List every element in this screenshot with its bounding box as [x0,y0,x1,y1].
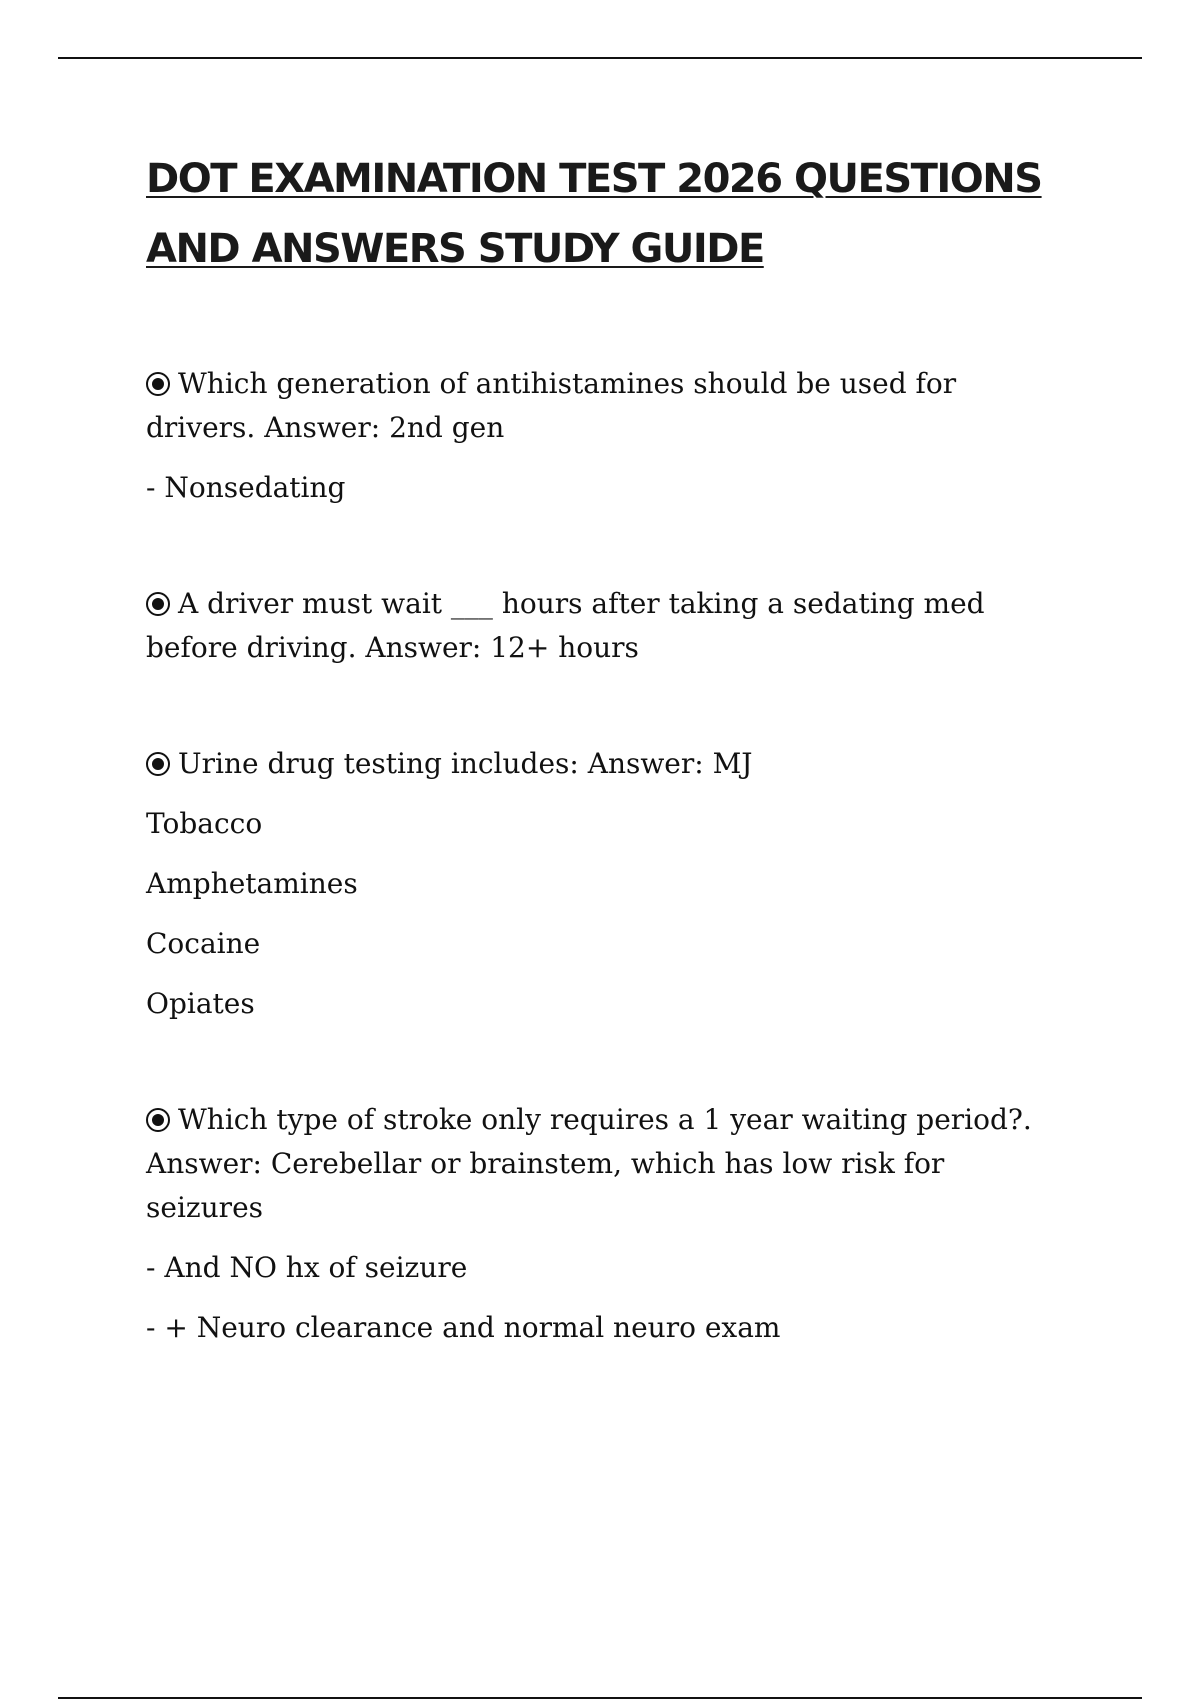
top-rule [58,57,1142,59]
qa-extra-line: Cocaine [146,927,261,960]
qa-item [146,362,1066,510]
qa-extra-line: - + Neuro clearance and normal neuro exam [146,1311,781,1344]
bottom-rule [58,1697,1142,1699]
radio-bullet-icon [146,752,170,776]
qa-item [146,742,1066,1026]
document-title: DOT EXAMINATION TEST 2026 QUESTIONS AND ANSWERS STUDY GUIDE [146,156,1042,272]
radio-bullet-icon [146,592,170,616]
qa-list [146,362,1066,1350]
qa-extra-line: Amphetamines [146,867,358,900]
qa-question: Which type of stroke only requires a 1 year waiting period?. Answer: Cerebellar or brainstem, which has low risk for seizures [146,1103,1032,1224]
qa-question: Which generation of antihistamines should be used for drivers. Answer: 2nd gen [146,367,957,444]
qa-extra-line: - And NO hx of seizure [146,1251,468,1284]
qa-item [146,1098,1066,1350]
qa-extra-line: Opiates [146,987,255,1020]
qa-question: Urine drug testing includes: Answer: MJ [178,747,753,780]
radio-bullet-icon [146,372,170,396]
document-body [146,144,1066,1422]
qa-question: A driver must wait ___ hours after taking a sedating med before driving. Answer: 12+ hours [146,587,985,664]
radio-bullet-icon [146,1108,170,1132]
qa-extra-line: Tobacco [146,807,263,840]
qa-item [146,582,1066,670]
qa-extra-line: - Nonsedating [146,471,346,504]
